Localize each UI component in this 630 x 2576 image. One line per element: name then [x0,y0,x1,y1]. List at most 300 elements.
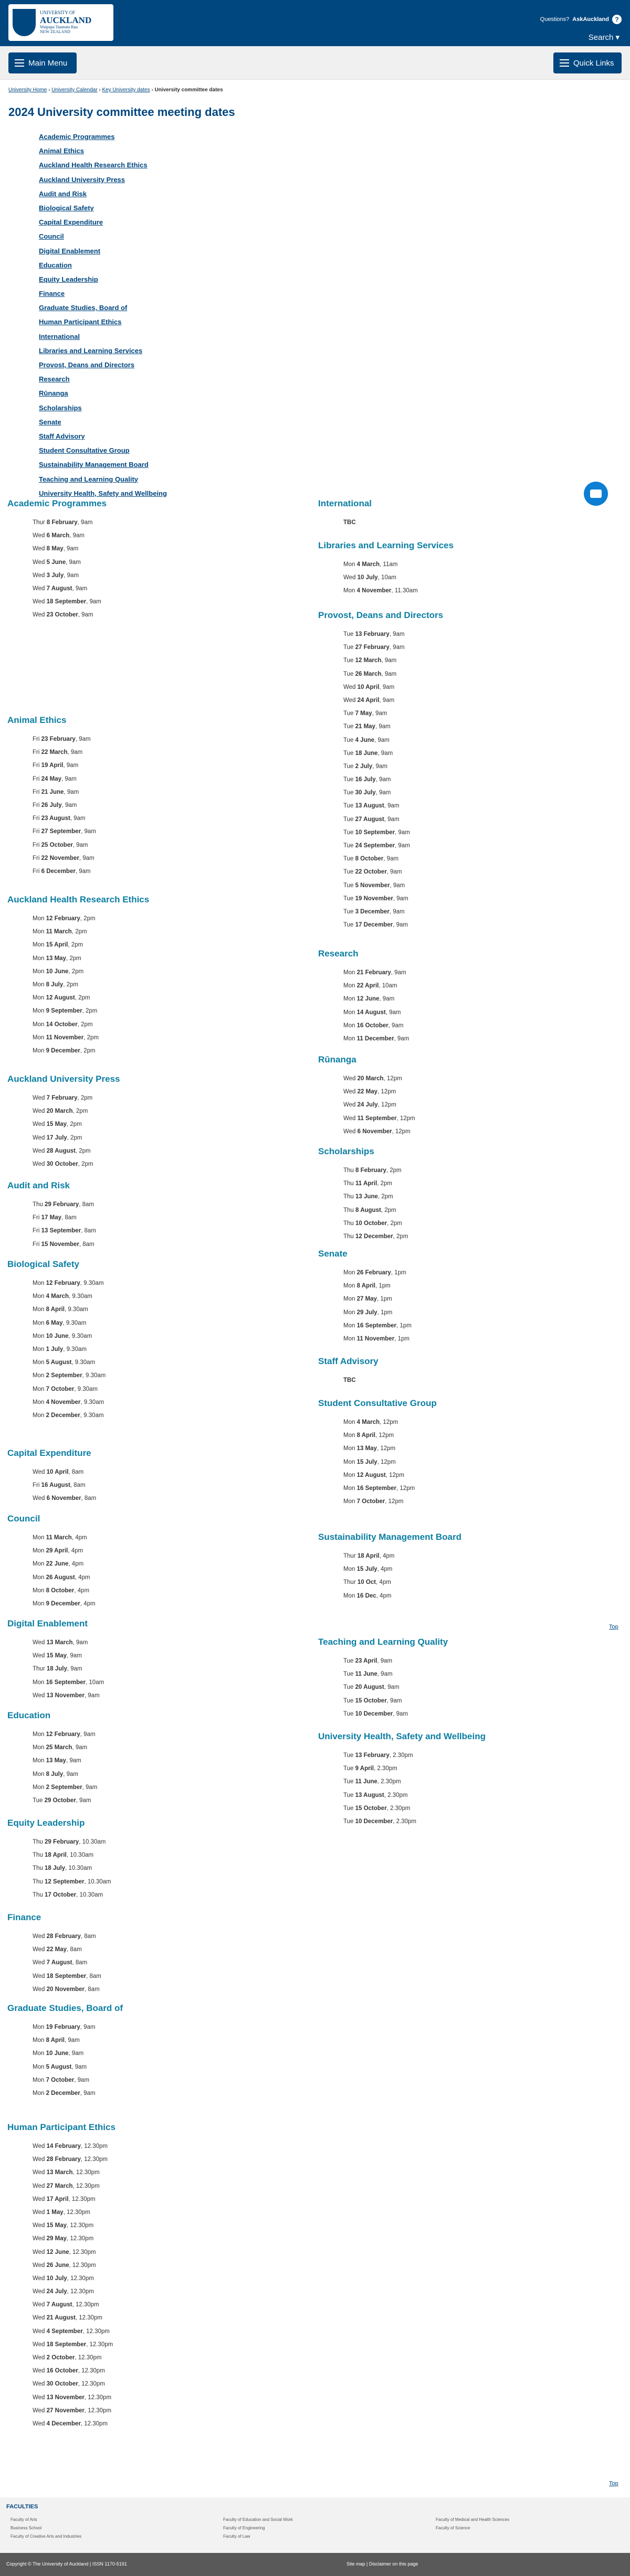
meeting-date-value: 28 February [46,1933,81,1940]
meeting-date [318,1230,408,1243]
meeting-date [318,1190,408,1204]
meeting-date [7,1198,96,1211]
meeting-day: Wed [33,572,45,579]
meeting-date-value: 4 September [46,2328,83,2335]
footer-link[interactable]: Faculty of Engineering [223,2526,265,2530]
meeting-date [7,1409,106,1422]
meeting-date [7,925,149,939]
meeting-time: , 2pm [63,981,78,988]
committee-link[interactable]: Council [39,232,64,241]
meeting-time: , 2pm [77,1095,93,1101]
meeting-date [7,1836,111,1849]
meeting-date-value: 10 October [355,1220,387,1227]
meeting-day: Mon [343,983,355,989]
meeting-day: Mon [343,1022,355,1029]
meeting-date-value: 27 March [46,2183,73,2189]
committee-link[interactable]: Student Consultative Group [39,446,130,455]
meeting-time: , 4pm [75,1574,90,1581]
meeting-day: Wed [33,546,45,552]
meeting-date [7,1132,120,1145]
meeting-date-value: 27 August [355,816,384,823]
committee-link[interactable]: Human Participant Ethics [39,318,122,326]
meeting-day: Wed [33,1469,45,1475]
footer-link[interactable]: Faculty of Medical and Health Sciences [436,2517,510,2522]
meeting-time: , 9am [381,670,397,677]
meeting-time: , 8am [79,1241,94,1248]
logo-line-4: NEW ZEALAND [40,29,70,35]
meeting-date [318,1576,461,1589]
meeting-date [7,1158,120,1171]
meeting-date-value: 8 July [46,981,64,988]
meeting-day: Mon [343,1309,355,1316]
meeting-date-value: 4 November [356,588,392,594]
committee-link[interactable]: Biological Safety [39,204,94,212]
committee-link[interactable]: Equity Leadership [39,275,98,283]
section-heading: Animal Ethics [7,715,67,725]
questions-link[interactable] [540,15,622,24]
meeting-date [7,1862,111,1875]
committee-link[interactable]: Finance [39,290,65,298]
committee-link[interactable]: Senate [39,418,61,426]
meeting-date [7,2206,116,2219]
meeting-day: Mon [33,995,45,1002]
meeting-day: Mon [33,1372,45,1379]
meeting-time: , 9am [72,1640,88,1646]
meeting-date [7,1584,96,1598]
meeting-date [7,2338,116,2351]
meeting-time: , 9am [379,697,395,704]
meeting-day: Wed [33,2262,45,2269]
committee-section [7,2003,123,2100]
meeting-date-value: 13 March [46,1640,73,1646]
meeting-time: , 12.30pm [67,2288,94,2295]
breadcrumb-link[interactable]: University Calendar [51,87,98,93]
meeting-day: Thu [343,1167,354,1174]
back-to-top-link[interactable]: Top [609,1624,618,1630]
sitemap-links[interactable]: Site map | Disclaimer on this page [346,2561,418,2567]
committee-link[interactable]: Animal Ethics [39,147,84,155]
meeting-date-value: 20 March [357,1076,384,1082]
meeting-date-value: 7 February [46,1095,78,1101]
committee-link[interactable]: Graduate Studies, Board of [39,304,128,312]
meeting-date [7,2246,116,2259]
meeting-time: , 9am [63,546,79,552]
meeting-date-value: 18 April [357,1553,380,1559]
meeting-day: Thu [343,1207,354,1214]
committee-link[interactable]: Sustainability Management Board [39,461,149,469]
meeting-date [7,1343,106,1356]
meeting-date-value: 22 June [46,1561,69,1568]
meeting-time: , 2.30pm [393,1818,416,1825]
meeting-day: Mon [33,1587,45,1594]
meeting-date [7,2259,116,2272]
ask-auckland-link[interactable]: AskAuckland [572,16,609,23]
meeting-date [7,1849,111,1862]
committee-link[interactable]: Rūnanga [39,389,68,398]
meeting-date-value: 27 February [355,644,390,651]
meeting-date-value: 11 December [356,1035,394,1042]
meeting-time: , 12.30pm [72,2169,100,2176]
meeting-date-value: 4 November [46,1399,81,1406]
meeting-date [7,2180,116,2193]
meeting-date [318,1802,486,1815]
meeting-day: Wed [33,2420,45,2427]
meeting-time: , 4pm [68,1561,84,1568]
meeting-date-value: 21 August [46,2315,76,2322]
site-footer [0,2497,630,2553]
footer-link[interactable]: Faculty of Science [436,2526,470,2530]
committee-link[interactable]: Education [39,261,72,269]
footer-link[interactable]: Faculty of Creative Arts and Industries [10,2534,82,2539]
meeting-date [7,1330,106,1343]
meeting-time: , 9.30am [80,1399,104,1406]
meeting-day: Wed [33,585,45,592]
meeting-date-value: 11 November [356,1335,395,1342]
meeting-date [318,853,443,866]
logo-line-3: Waipapa Taumata Rau [40,25,78,30]
footer-link[interactable]: Business School [10,2526,42,2530]
meeting-time: , 9am [383,856,399,863]
meeting-day: Wed [33,1960,45,1966]
meeting-day: Tue [343,1697,354,1704]
meeting-day: Thur [33,519,45,526]
meeting-date-value: 11 March [46,929,72,935]
meeting-date-value: 13 May [46,955,66,962]
committee-link[interactable]: International [39,332,80,340]
meeting-date [318,628,443,641]
help-icon[interactable]: ? [612,15,622,24]
meeting-time: , 2pm [80,1047,96,1054]
meeting-date-value: 24 July [46,2288,67,2295]
meeting-time: , 2pm [387,1220,402,1227]
meeting-time: , 12.30pm [69,2262,96,2269]
meeting-time: , 2pm [75,995,90,1002]
meeting-time: , 2pm [67,1134,82,1141]
meeting-date-value: 9 September [46,1008,82,1015]
meeting-date-value: 14 February [46,2143,81,2149]
committee-link[interactable]: Teaching and Learning Quality [39,475,139,483]
meeting-date-value: 21 June [41,789,64,795]
meeting-date [318,879,443,892]
meeting-date [7,2193,116,2206]
meeting-date-value: 10 September [355,829,395,836]
meeting-date-value: 19 February [46,2024,80,2030]
section-heading: Academic Programmes [7,498,107,508]
breadcrumb-link[interactable]: University Home [8,87,47,93]
meeting-date [318,707,443,720]
meeting-date [318,800,443,813]
meeting-date [318,1563,461,1576]
meeting-day: Mon [33,1771,45,1777]
meeting-time: , 2pm [78,1161,93,1167]
meeting-day: Mon [343,970,355,976]
meeting-time: , 12pm [377,1089,396,1095]
meeting-day: Wed [33,1986,45,1993]
meeting-date-value: 15 July [356,1566,377,1573]
footer-link[interactable]: Faculty of Education and Social Work [223,2517,293,2522]
meeting-day: Mon [343,1009,355,1016]
committee-section [318,540,454,598]
meeting-time: , 9am [80,1731,96,1738]
meeting-date [7,952,149,965]
meeting-date-value: 6 December [41,868,76,875]
search-toggle[interactable] [589,33,620,42]
meeting-day: Mon [343,1472,355,1478]
meeting-day: Thu [343,1180,354,1187]
meeting-time: , 4pm [74,1587,90,1594]
meeting-day: Wed [33,612,45,619]
committee-link[interactable]: Academic Programmes [39,133,115,141]
meeting-day: Wed [33,1640,45,1646]
chat-button[interactable] [584,482,608,506]
meeting-date-value: 8 May [46,546,64,552]
meeting-day: Mon [343,1485,355,1492]
meeting-date-value: 12 June [356,996,380,1003]
meeting-date-value: 7 October [46,1386,75,1392]
quick-links-button[interactable] [553,52,622,73]
meeting-date [318,1333,412,1346]
meeting-time: , 2pm [67,1121,82,1128]
meeting-date-value: 7 October [356,1498,385,1505]
meeting-date [7,1943,101,1956]
meeting-day: Fri [33,802,40,808]
committee-link[interactable]: Staff Advisory [39,432,85,440]
meeting-date-value: 10 April [357,684,380,690]
section-heading: Audit and Risk [7,1180,70,1190]
meeting-date [7,2232,116,2245]
meeting-date-value: 13 November [46,2394,85,2401]
meeting-time: , 9.30am [74,1386,98,1392]
meeting-day: Wed [33,2169,45,2176]
meeting-date-value: 23 October [46,612,78,619]
meeting-time: , 9am [386,1697,402,1704]
breadcrumb-link[interactable]: Key University dates [102,87,150,93]
meeting-date-value: 7 May [355,710,372,717]
meeting-date-value: 29 July [356,1309,377,1316]
committee-section [7,1912,101,1996]
meeting-day: Mon [33,2063,45,2070]
meeting-time: , 12.30pm [80,2143,108,2149]
committee-link[interactable]: Research [39,375,70,384]
meeting-day: Tue [343,657,354,664]
meeting-date [7,2391,116,2404]
meeting-day: Mon [33,1399,45,1406]
meeting-date [7,746,96,759]
meeting-time: , 10am [379,983,397,989]
meeting-day: Wed [33,2288,45,2295]
back-to-top-link[interactable]: Top [609,2481,618,2487]
meeting-day: Wed [33,2315,45,2322]
committee-link[interactable]: Libraries and Learning Services [39,346,143,355]
meeting-date [318,1550,461,1563]
meeting-date-value: 24 September [355,843,395,849]
meeting-day: Wed [33,1108,45,1115]
committee-section [318,1398,437,1508]
meeting-day: Fri [33,855,40,861]
meeting-date-value: 10 June [46,1333,69,1339]
meeting-date [318,694,443,707]
meeting-time: , 2pm [377,1180,392,1187]
meeting-time: , 2pm [393,1233,408,1240]
meeting-date [318,1681,448,1694]
meeting-time: , 12pm [396,1485,415,1492]
meeting-date [7,759,96,772]
chevron-down-icon: ▾ [615,33,620,42]
meeting-time: , 8am [79,1201,94,1208]
meeting-time: , 9am [377,750,393,757]
meeting-date [318,1204,408,1217]
meeting-day: Mon [343,1296,355,1303]
meeting-day: Wed [33,2196,45,2202]
meeting-date-value: 5 August [46,1359,72,1366]
meeting-date-value: 6 May [46,1319,63,1326]
committee-section [7,1259,106,1422]
meeting-date [7,2312,116,2325]
meeting-day: Wed [33,2368,45,2375]
meeting-date-value: 10 July [46,2275,67,2282]
meeting-date-value: 10 July [357,574,378,581]
meeting-date [7,799,96,812]
meeting-date [318,668,443,681]
meeting-time: , 9am [76,1797,91,1804]
meeting-date-value: 8 August [355,1207,381,1214]
meeting-day: Mon [33,968,45,975]
meeting-date-value: 12 August [356,1472,386,1478]
meeting-day: Fri [33,762,40,769]
meeting-date [318,1280,412,1293]
meeting-date [318,1374,379,1387]
footer-link[interactable]: Faculty of Law [223,2534,250,2539]
meeting-date [318,1164,408,1177]
meeting-time: , 12.30pm [84,2407,112,2414]
meeting-time: , 9am [69,533,85,539]
meeting-date [7,1369,106,1382]
meeting-time: , 9.30am [82,1372,106,1379]
meeting-date [7,812,96,825]
meeting-date [318,1482,437,1495]
committee-link[interactable]: University Health, Safety and Wellbeing [39,489,167,497]
meeting-date [318,1815,486,1828]
meeting-date-value: 13 February [355,631,390,637]
committee-link[interactable]: Auckland University Press [39,175,125,184]
meeting-date [318,1019,409,1032]
meeting-time: , 4pm [71,1535,87,1541]
committee-link[interactable]: Digital Enablement [39,247,101,255]
meeting-time: , 9am [70,815,86,822]
footer-link[interactable]: Faculty of Arts [10,2517,37,2522]
meeting-time: , 11.30am [391,588,418,594]
meeting-day: Thu [33,1839,43,1845]
meeting-date-value: 24 July [357,1102,378,1109]
meeting-date-value: 2 July [355,763,373,770]
meeting-time: , 9am [61,775,77,782]
meeting-date-value: 18 July [46,1666,67,1673]
meeting-date-value: 9 December [46,1600,80,1607]
meeting-day: Wed [33,2209,45,2216]
meeting-time: , 9am [389,631,405,637]
meeting-day: Mon [33,916,45,922]
committee-link[interactable]: Scholarships [39,403,82,412]
meeting-date [7,2087,123,2100]
committee-link[interactable]: Audit and Risk [39,189,87,198]
meeting-time: , 9am [394,1035,410,1042]
meeting-time: , 2.30pm [386,1805,411,1812]
meeting-date [7,1118,120,1131]
meeting-day: Tue [343,869,354,876]
meeting-day: Wed [33,2156,45,2163]
meeting-time: , 10.30am [79,1839,106,1845]
university-logo[interactable] [8,4,113,41]
meeting-date-value: 12 February [46,916,80,922]
committee-link[interactable]: Auckland Health Research Ethics [39,161,148,169]
meeting-time: , 9am [80,2024,96,2030]
meeting-date [318,584,454,598]
committee-section [7,715,96,878]
breadcrumb-separator: › [151,87,153,93]
meeting-date [318,1789,486,1802]
meeting-day: Mon [33,1280,45,1286]
meeting-time: , 2pm [381,1207,396,1214]
meeting-date-value: 16 Dec [356,1592,376,1599]
meeting-date [7,1930,101,1943]
meeting-date [7,1092,120,1105]
meeting-time: , 1pm [394,1335,410,1342]
meeting-day: Tue [343,816,354,823]
meeting-day: Mon [33,1293,45,1300]
meeting-date [318,892,443,906]
meeting-date [318,839,443,853]
meeting-day: Mon [33,1386,45,1392]
meeting-date-value: 17 July [46,1134,67,1141]
site-header [0,0,630,46]
committee-section [7,1448,96,1506]
meeting-time: , 2pm [377,1194,393,1200]
meeting-date [7,1794,97,1807]
meeting-day: Thur [343,1553,356,1559]
meeting-time: , 1pm [391,1270,406,1276]
meeting-date [7,2298,116,2312]
meeting-date-value: 23 April [355,1658,377,1664]
meeting-time: , 9am [75,736,91,742]
main-menu-button[interactable] [8,52,77,73]
meeting-day: Tue [343,922,354,929]
section-heading: Graduate Studies, Board of [7,2003,123,2013]
meeting-date-value: 10 December [355,1710,393,1717]
breadcrumb-separator: › [48,87,50,93]
meeting-time: , 8am [81,1495,97,1502]
meeting-time: , 9am [385,1009,401,1016]
meeting-date-value: 13 February [355,1752,390,1759]
meeting-day: Wed [33,2302,45,2308]
meeting-date-value: 1 May [46,2209,64,2216]
committee-link[interactable]: Capital Expenditure [39,218,103,227]
committee-section [7,1180,96,1251]
meeting-time: , 9am [64,789,79,795]
meeting-day: Mon [33,1574,45,1581]
meeting-date-value: 3 July [46,572,64,579]
meeting-date [318,1125,415,1138]
meeting-date-value: 21 February [356,970,391,976]
meeting-day: Mon [33,2024,45,2030]
committee-link[interactable]: Provost, Deans and Directors [39,361,135,369]
meeting-time: , 4pm [377,1566,393,1573]
meeting-date-value: 17 December [355,922,393,929]
section-heading: Teaching and Learning Quality [318,1637,448,1647]
section-heading: Research [318,949,359,959]
meeting-time: , 9am [390,882,405,889]
meeting-day: Wed [33,1134,45,1141]
meeting-date-value: 12 March [355,657,382,664]
